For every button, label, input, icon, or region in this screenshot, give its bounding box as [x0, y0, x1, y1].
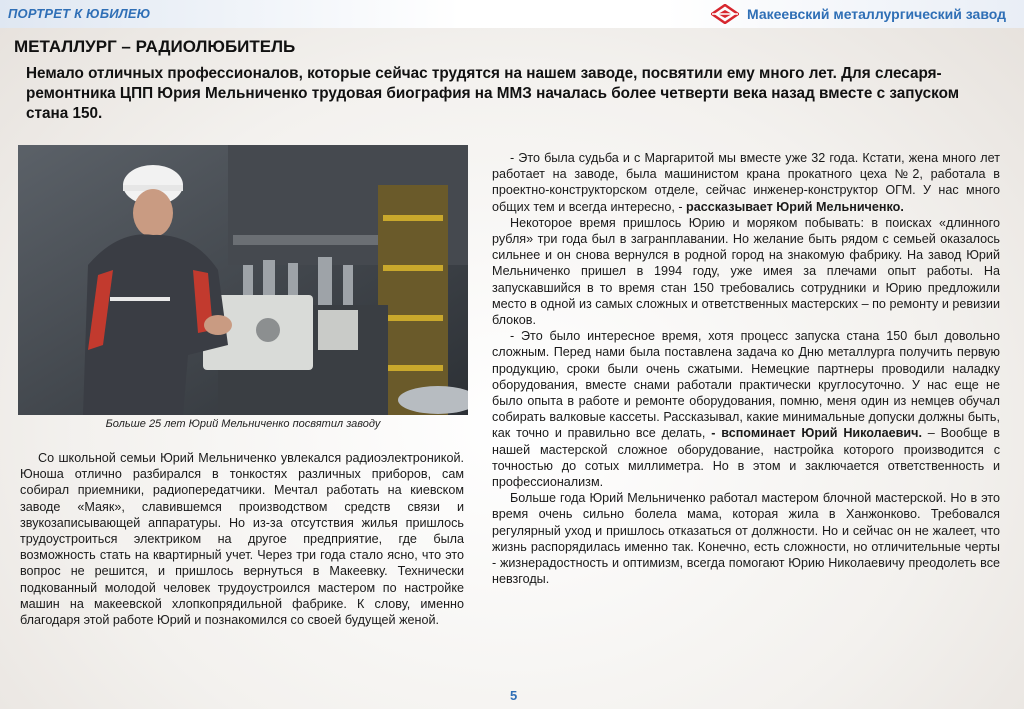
left-paragraph: Со школьной семьи Юрий Мельниченко увлекался радиоэлектроникой. Юноша отлично разбирался в тонкостях различных приборов, сам собирал приемники, радиопередатчики. Мечтал работать на киевском заводе «Маяк», славившемся производством средств связи и звукозаписывающей аппаратуры. Но из-за отсутствия жилья пришлось трудоустроиться электриком на другое предприятие, где была возможность стать на квартирный учет. Через три года стало ясно, что это вопрос не решится, и пришлось вернуться в Макеевку. Технически подкованный молодой человек трудоустроился мастером по настройке машин на макеевской хлопкопрядильной фабрике. К слову, именно благодаря этой работе Юрий и познакомился со своей будущей женой.: [20, 451, 464, 628]
right-column: [492, 150, 1000, 587]
photo-caption: Больше 25 лет Юрий Мельниченко посвятил заводу: [105, 418, 381, 430]
right-paragraph-4: Больше года Юрий Мельниченко работал мастером блочной мастерской. Но в это время очень сильно болела мама, которая жила в Ханжонково. Требовался регулярный уход и пришлось отказаться от должности. Но и сейчас он не жалеет, что жизнь распорядилась именно так. Конечно, есть сложности, но отличительные черты - жизнерадостность и оптимизм, всегда помогают Юрию Николаевичу преодолеть все невзгоды.: [492, 491, 1000, 587]
right-paragraph-1: [492, 150, 1000, 215]
workshop-illustration: [18, 145, 468, 415]
portrait-photo: [18, 145, 468, 415]
brand: [711, 4, 1006, 24]
quote-attribution: рассказывает Юрий Мельниченко.: [686, 199, 904, 214]
quote-attribution: - вспоминает Юрий Николаевич.: [711, 426, 922, 441]
page-number: 5: [510, 688, 518, 703]
right-paragraph-2: Некоторое время пришлось Юрию и моряком побывать: в поисках «длинного рубля» три года был в загранплавании. Но желание быть рядом с семьей оказалось сильнее и он снова вернулся в родной город на знакомую фабрику. На завод Юрий Мельниченко пришел в 1994 году, уже имея за плечами опыт работы. На запускавшийся в то время стан 150 требовались сотрудники и Юрию предложили место в одной из самых сложных и ответственных мастерских – по ремонту и ревизии блоков.: [492, 215, 1000, 328]
top-banner: [0, 0, 1024, 28]
quote-text: - Это была судьба и с Маргаритой мы вместе уже 32 года. Кстати, жена много лет работает на заводе, была машинистом крана прокатного цеха №2, работала в проектно-конструкторском отделе, сейчас инженер-конструктор ОГМ. У нас много общих тем и всегда интересно, -: [492, 151, 1000, 214]
plant-logo-icon: [711, 4, 739, 24]
right-paragraph-3: [492, 328, 1000, 490]
left-column: [20, 450, 464, 628]
article-title: МЕТАЛЛУРГ – РАДИОЛЮБИТЕЛЬ: [14, 37, 296, 56]
section-label: ПОРТРЕТ К ЮБИЛЕЮ: [8, 6, 151, 21]
article-lead: Немало отличных профессионалов, которые сейчас трудятся на нашем заводе, посвятили ему много лет. Для слесаря-ремонтника ЦПП Юрия Мельниченко трудовая биография на ММЗ началась более четверти века назад вместе с запуском стана 150.: [26, 65, 960, 122]
brand-name: Макеевский металлургический завод: [746, 6, 1006, 22]
quote-tail: – Вообще в нашей мастерской сложное оборудование, настройка которого производится с точностью до сотых миллиметра. Но в этом и заключается ответственность и профессионализм.: [492, 426, 1000, 490]
quote-text: - Это было интересное время, хотя процесс запуска стана 150 был довольно сложным. Перед нами была поставлена задача ко Дню металлурга получить первую продукцию, сроки были очень сжатыми. Немецкие партнеры проводили наладку оборудования, вместе снами работали практически круглосуточно. У нас еще не было опыта в работе и ремонте оборудования, помню, меня один из немцев обучал собирать валковые кассеты. Рассказывал, какие минимальные допуски должны быть, как точно и правильно все делать,: [492, 329, 1000, 441]
